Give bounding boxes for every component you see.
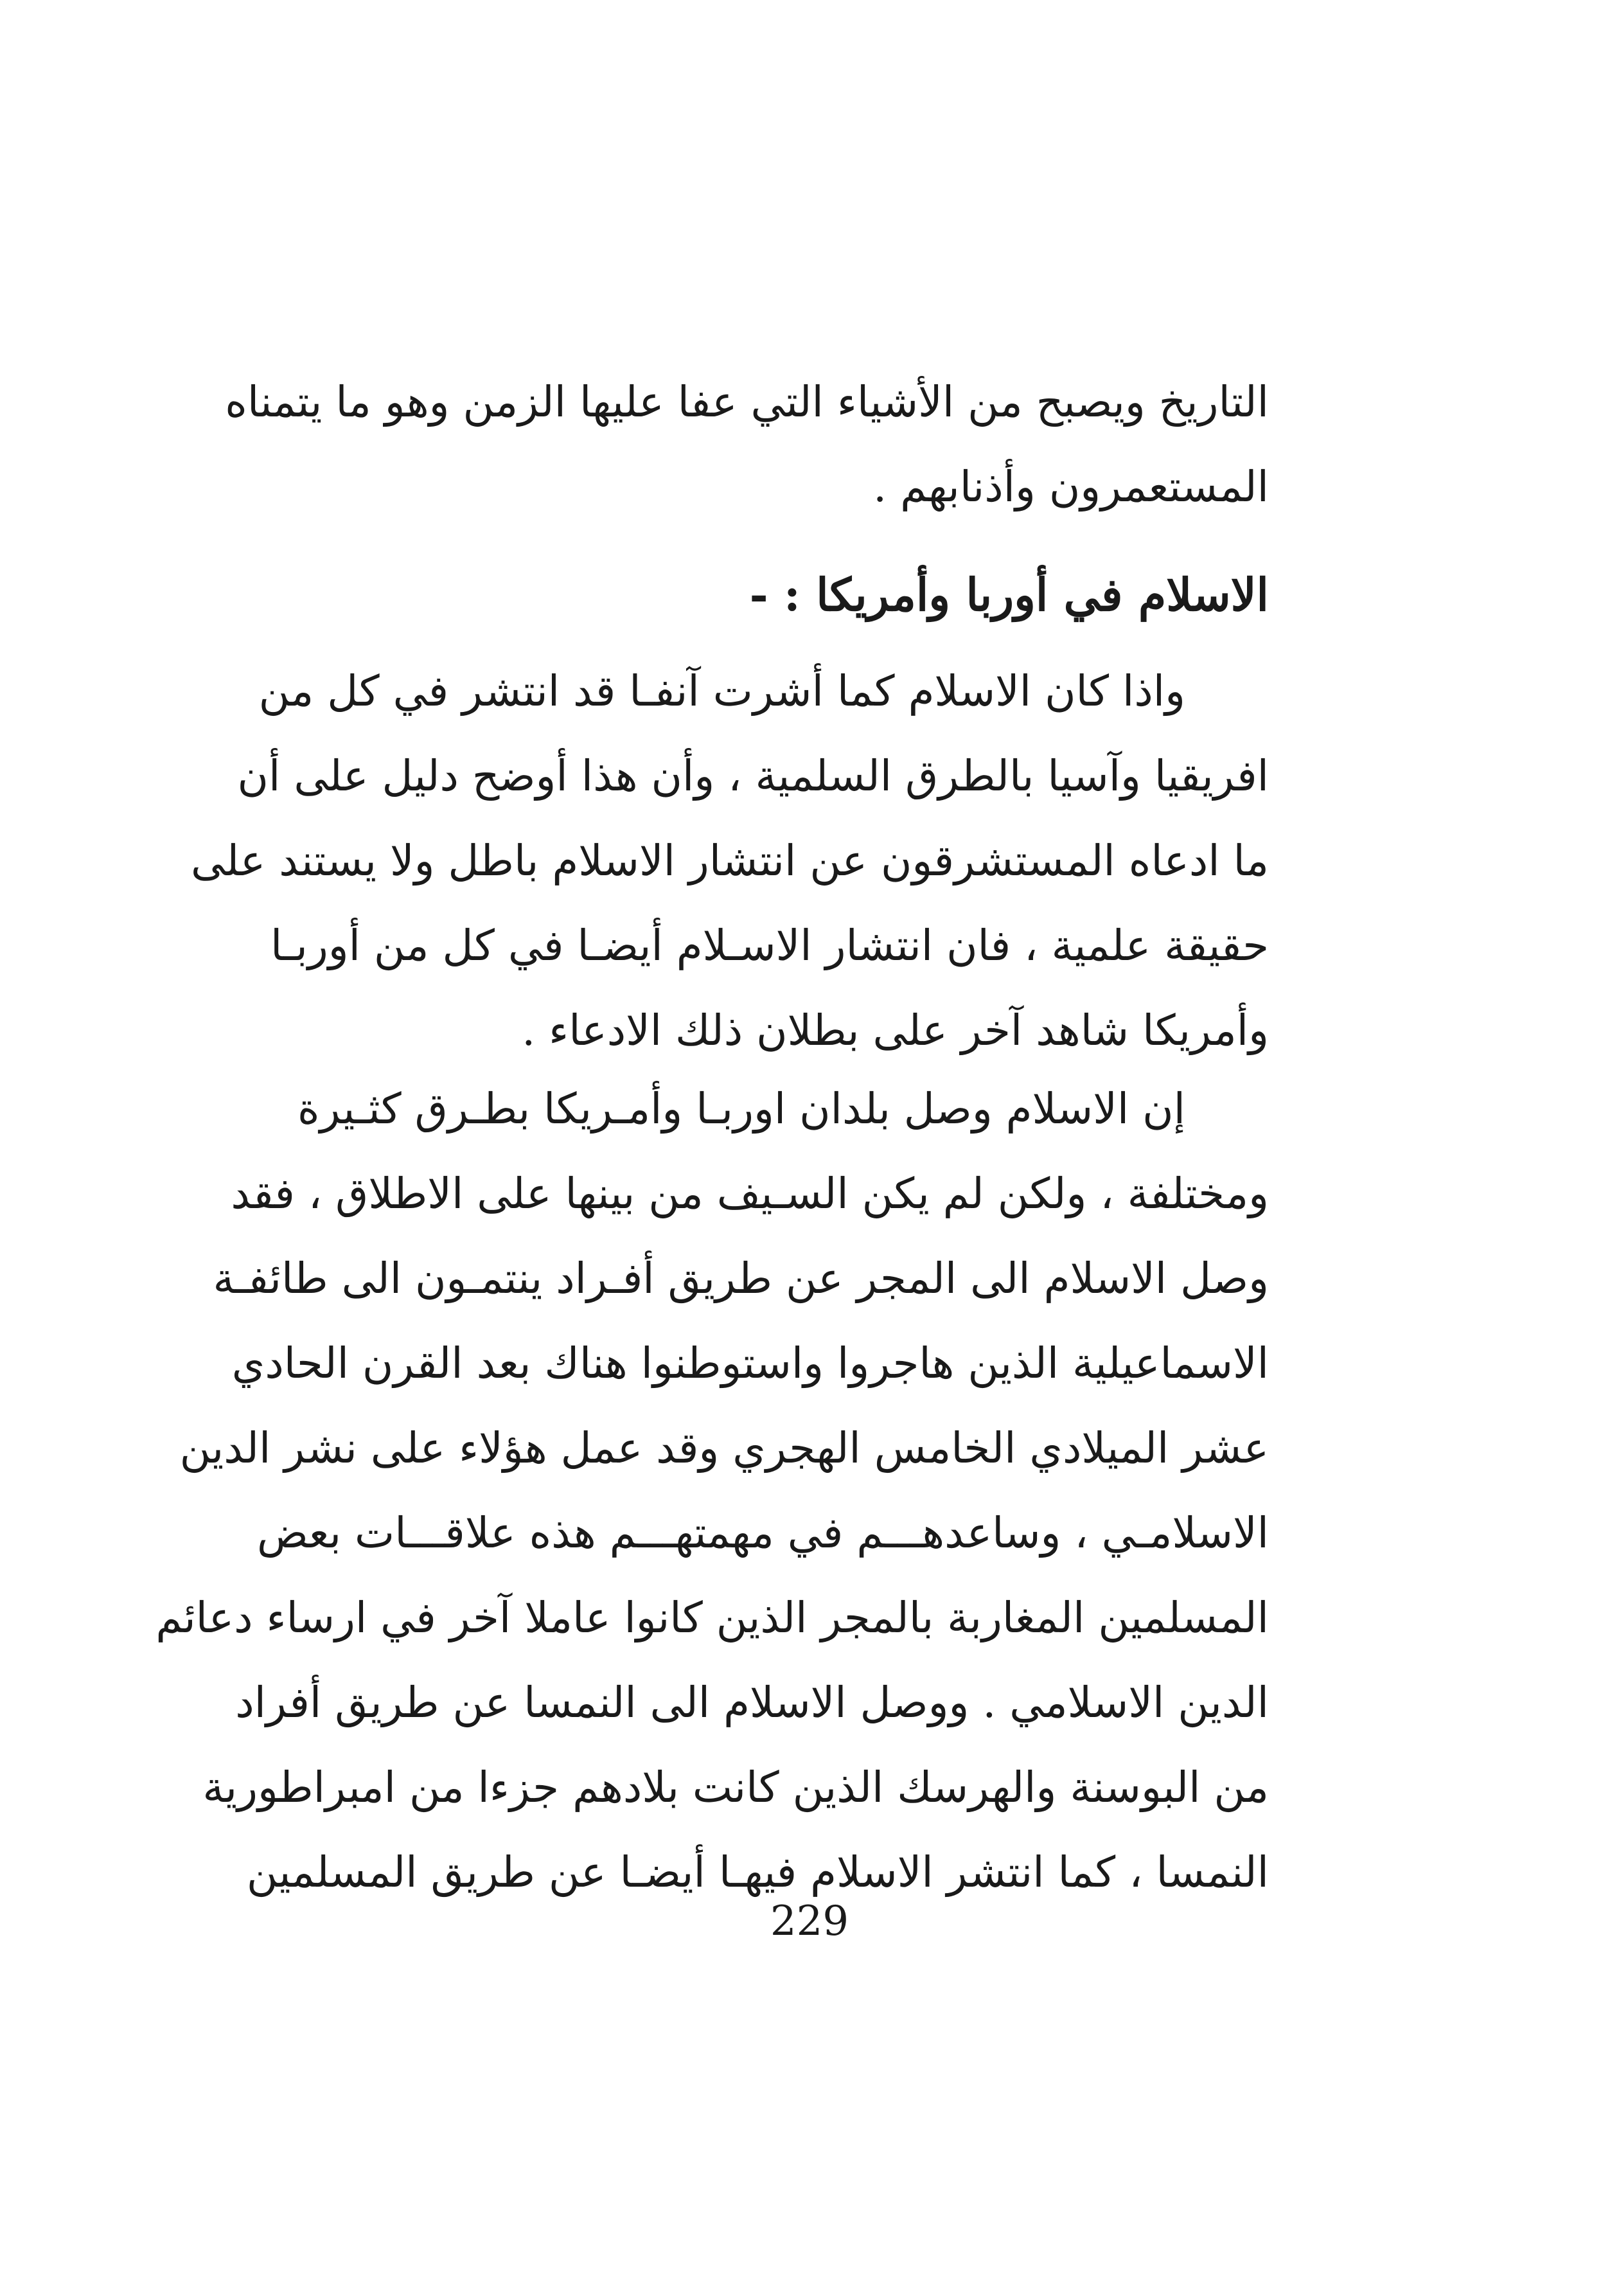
section-heading: الاسلام في أوربا وأمريكا : - bbox=[749, 568, 1269, 621]
text-line: واذا كان الاسلام كما أشرت آنفـا قد انتشر في كل من bbox=[258, 666, 1185, 716]
text-line: وأمريكا شاهد آخر على بطلان ذلك الادعاء . bbox=[522, 1006, 1269, 1055]
text-line: وصل الاسلام الى المجر عن طريق أفـراد ينتمـون الى طائفـة bbox=[213, 1254, 1269, 1303]
text-line: حقيقة علمية ، فان انتشار الاسـلام أيضـا في كل من أوربـا bbox=[270, 921, 1269, 970]
paragraph bbox=[191, 649, 1269, 1073]
text-line: الاسلامـي ، وساعدهـــم في مهمتهـــم هذه علاقـــات بعض bbox=[257, 1508, 1269, 1558]
text-line: من البوسنة والهرسك الذين كانت بلادهم جزءا من امبراطورية bbox=[202, 1763, 1269, 1812]
text-line: ما ادعاه المستشرقون عن انتشار الاسلام باطل ولا يستند على bbox=[191, 836, 1269, 885]
text-line: افريقيا وآسيا بالطرق السلمية ، وأن هذا أوضح دليل على أن bbox=[237, 751, 1269, 801]
text-line: الدين الاسلامي . ووصل الاسلام الى النمسا عن طريق أفراد bbox=[235, 1678, 1269, 1727]
text-line: التاريخ ويصبح من الأشياء التي عفا عليها الزمن وهو ما يتمناه bbox=[225, 377, 1269, 427]
text-line: المسلمين المغاربة بالمجر الذين كانوا عاملا آخر في ارساء دعائم bbox=[155, 1593, 1269, 1642]
text-line: إن الاسلام وصل بلدان اوربـا وأمـريكا بطـرق كثـيرة bbox=[297, 1084, 1185, 1134]
paragraph-continuation bbox=[225, 360, 1269, 530]
text-line: النمسا ، كما انتشر الاسلام فيهـا أيضـا عن طريق المسلمين bbox=[246, 1847, 1269, 1897]
page-number: 229 bbox=[770, 1898, 849, 1945]
text-line: الاسماعيلية الذين هاجروا واستوطنوا هناك بعد القرن الحادي bbox=[231, 1339, 1269, 1388]
text-line: المستعمرون وأذنابهم . bbox=[873, 462, 1269, 512]
text-line: ومختلفة ، ولكن لم يكن السـيف من بينها على الاطلاق ، فقد bbox=[231, 1169, 1269, 1218]
text-line: عشر الميلادي الخامس الهجري وقد عمل هؤلاء على نشر الدين bbox=[179, 1423, 1269, 1473]
paragraph bbox=[155, 1067, 1269, 1915]
